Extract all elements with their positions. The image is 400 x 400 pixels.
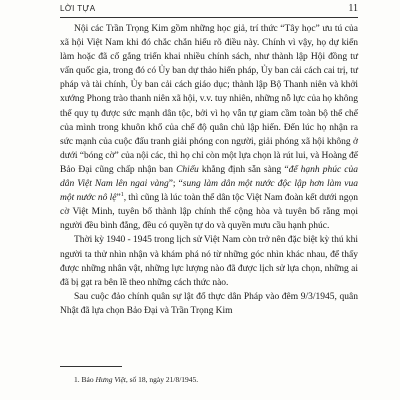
italic-text: để hạnh phúc của dân Việt Nam lên ngai vàng <box>60 164 358 190</box>
italic-text: sung làm dân một nước độc lập hơn làm vua một nước nô lệ <box>60 179 358 204</box>
text-run: Thời kỳ 1940 - 1945 trong lịch sử Việt Nam còn trở nên đặc biệt kỳ thú khi người ta thử nhìn nhận và khám phá nó từ những góc nhìn khác nhau, để thấy được những nhân vật, những lực lượng nào đã được lịch sử lựa chọn, những ai đã bị gạt ra bên lề theo những cách thức nào. <box>60 235 358 288</box>
footnote-rule <box>60 366 122 367</box>
footnote-number: 1. <box>74 375 80 384</box>
body-text <box>60 22 358 318</box>
text-run: Nội các Trần Trọng Kim gồm những học giả, trí thức “Tây học” ưu tú của xã hội Việt Nam khi đó chắc chắn hiểu rõ điều này. Chính vì vậy, họ dự kiến làm hoặc đã cố gắng triển khai nhiều chính sách, như thành lập Hội đồng tư vấn quốc gia, trong đó có Ủy ban dự thảo hiến pháp, Ủy ban cải cách cai trị, tư pháp và tài chính, Ủy ban cải cách giáo dục; thành lập Bộ Thanh niên và khởi xướng Phong trào thanh niên xã hội, v.v. tuy nhiên, những nỗ lực của họ không thể quy tụ được sức mạnh dân tộc, bởi vì họ vẫn tự giam cầm toàn bộ thể chế của mình trong khuôn khổ của chế độ quân chủ lập hiến. Đến lúc họ nhận ra sức mạnh của cuộc đấu tranh giải phóng con người, giải phóng xã hội không ở dưới “bóng cờ” của nội các, thì họ chỉ còn một lựa chọn là rút lui, và Hoàng đế Bảo Đại cũng chấp nhận ban <box>60 24 358 175</box>
page-number: 11 <box>348 3 358 14</box>
footnote-prefix: Báo <box>79 375 96 384</box>
text-run: khẳng định sẵn sàng “ <box>198 164 289 175</box>
paragraph <box>60 233 358 289</box>
text-run: , thì cũng là lúc toàn thể dân tộc Việt Nam đoàn kết dưới ngọn cờ Việt Minh, tuyên bố thành lập chính thể cộng hòa và tuyên bố rằng mọi người đều bình đẳng, đều có quyền tự do và quyền mưu cầu hạnh phúc. <box>60 193 358 232</box>
paragraph <box>60 290 358 318</box>
text-run: Sau cuộc đảo chính quân sự lật đổ thực dân Pháp vào đêm 9/3/1945, quân Nhật đã lựa chọn Bảo Đại và Trần Trọng Kim <box>60 291 358 316</box>
header-rule <box>60 17 358 18</box>
footnote <box>74 375 358 385</box>
header-title: LỜI TỰA <box>60 4 96 13</box>
text-run: ”; “ <box>168 179 183 190</box>
footnote-source-title: Hưng Việt <box>95 375 126 384</box>
footnote-reference: 1 <box>120 191 124 198</box>
text-run: ” <box>116 193 121 204</box>
running-header <box>60 4 358 18</box>
paragraph <box>60 22 358 233</box>
italic-text: Chiếu <box>176 164 199 175</box>
footnote-details: , số 18, ngày 21/8/1945. <box>125 375 199 384</box>
